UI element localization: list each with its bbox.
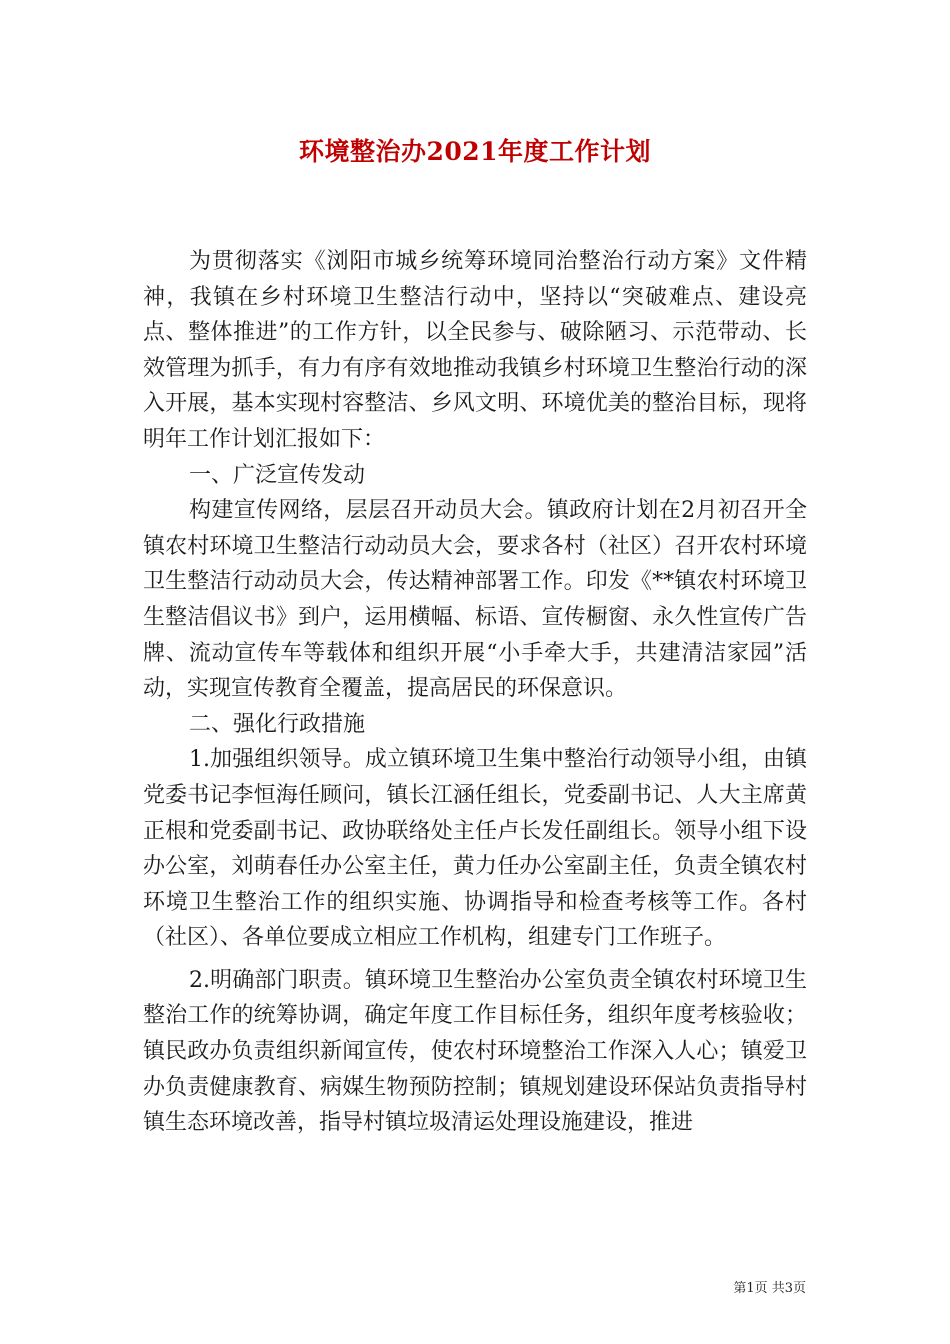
item-2-paragraph: 2.明确部门职责。镇环境卫生整治办公室负责全镇农村环境卫生整治工作的统筹协调，确定年度工作目标任务，组织年度考核验收；镇民政办负责组织新闻宣传，使农村环境整治工作深入人心；镇爱卫办负责健康教育、病媒生物预防控制；镇规划建设环保站负责指导村镇生态环境改善，指导村镇垃圾清运处理设施建设，推进: [143, 967, 807, 1136]
document-body: [143, 244, 807, 1141]
section-heading-2: 二、强化行政措施: [189, 711, 366, 737]
section-1-paragraph: 构建宣传网络，层层召开动员大会。镇政府计划在2月初召开全镇农村环境卫生整洁行动动员大会，要求各村（社区）召开农村环境卫生整洁行动动员大会，传达精神部署工作。印发《**镇农村环境卫生整洁倡议书》到户，运用横幅、标语、宣传橱窗、永久性宣传广告牌、流动宣传车等载体和组织开展“小手牵大手，共建清洁家园”活动，实现宣传教育全覆盖，提高居民的环保意识。: [143, 498, 807, 702]
section-heading-1: 一、广泛宣传发动: [189, 462, 366, 488]
item-1-paragraph: 1.加强组织领导。成立镇环境卫生集中整治行动领导小组，由镇党委书记李恒海任顾问，镇长江涵任组长，党委副书记、人大主席黄正根和党委副书记、政协联络处主任卢长发任副组长。领导小组下设办公室，刘萌春任办公室主任，黄力任办公室副主任，负责全镇农村环境卫生整治工作的组织实施、协调指导和检查考核等工作。各村（社区）、各单位要成立相应工作机构，组建专门工作班子。: [143, 747, 807, 951]
document-title: 环境整治办2021年度工作计划: [298, 137, 652, 166]
page-number-footer: 第1页 共3页: [733, 1281, 806, 1296]
intro-paragraph: 为贯彻落实《浏阳市城乡统筹环境同治整治行动方案》文件精神，我镇在乡村环境卫生整洁行动中，坚持以“突破难点、建设亮点、整体推进”的工作方针，以全民参与、破除陋习、示范带动、长效管理为抓手，有力有序有效地推动我镇乡村环境卫生整治行动的深入开展，基本实现村容整洁、乡风文明、环境优美的整治目标，现将明年工作计划汇报如下：: [143, 249, 807, 452]
